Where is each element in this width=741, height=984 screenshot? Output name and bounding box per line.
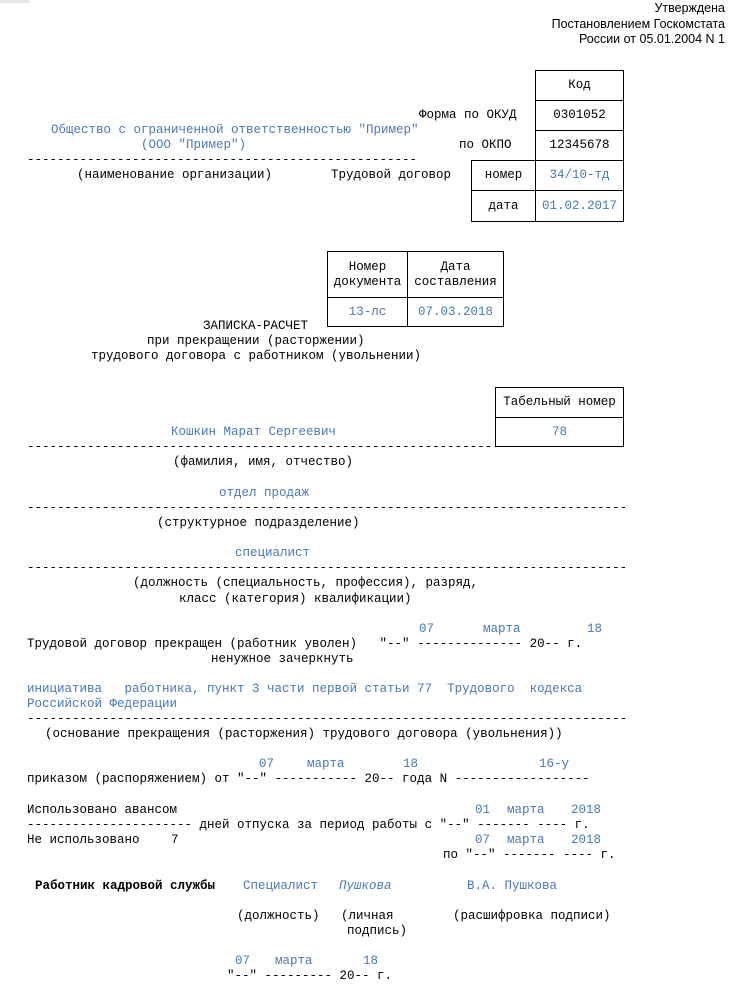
employee-name: Кошкин Марат Сергеевич [171,425,337,439]
vacation-used-line: ---------------------- дней отпуска за период работы с "--" ------- ---- г. [27,818,590,832]
termination-year: 18 [587,622,603,636]
position-dash: -------------------------------------------------------------------------------- [27,561,628,575]
vacation-used-month: марта [507,803,545,817]
doc-date-header-cell: Дата составления [407,251,504,298]
termination-month: марта [483,622,521,636]
department-caption: (структурное подразделение) [157,516,360,530]
caption-signature-2: подпись) [347,924,408,938]
document-title: ЗАПИСКА-РАСЧЕТ [203,319,309,333]
vacation-unused-days: 7 [171,833,179,847]
doc-number-header-cell: Номер документа [327,251,408,298]
order-day: 07 [259,757,275,771]
okpo-value-cell: 12345678 [535,130,624,161]
doc-date-value-cell: 07.03.2018 [407,297,504,327]
order-line: приказом (распоряжением) от "--" ----------- 20-- года N ------------------ [27,772,590,786]
vacation-unused-line: по "--" ------- ---- г. [443,848,616,862]
vacation-unused-label: Не использовано [27,833,140,847]
order-year: 18 [403,757,419,771]
termination-day: 07 [419,622,435,636]
caption-signature-1: (личная [341,909,394,923]
vacation-unused-day: 07 [475,833,491,847]
vacation-unused-month: марта [507,833,545,847]
signature-year: 18 [363,954,379,968]
termination-basis-dash: -------------------------------------------------------------------------------- [27,712,628,726]
organization-name-line-1: Общество с ограниченной ответственностью "Пример" [51,123,419,137]
vacation-used-label: Использовано авансом [27,803,178,817]
organization-caption: (наименование организации) [77,168,273,182]
code-header-cell: Код [535,70,624,101]
contract-label: Трудовой договор [331,168,452,182]
vacation-used-day: 01 [475,803,491,817]
contract-date-label-cell: дата [471,190,536,222]
signature-date-line: "--" --------- 20-- г. [227,969,393,983]
caption-position: (должность) [237,909,320,923]
position-value: специалист [235,546,311,560]
position-caption-2: класс (категория) квалификации) [179,592,412,606]
employee-name-caption: (фамилия, имя, отчество) [173,455,354,469]
employee-name-dash: -------------------------------------------------------------- [27,440,493,454]
tab-number-header-cell: Табельный номер [495,387,624,418]
document-subtitle-2: трудового договора с работником (увольнении) [91,349,422,363]
contract-number-value-cell: 34/10-тд [535,160,624,191]
termination-strike-note: ненужное зачеркнуть [211,652,354,666]
organization-dash-line: ---------------------------------------------------- [27,153,418,167]
hr-worker-signature: Пушкова [339,879,392,893]
order-number: 16-у [539,757,570,771]
termination-basis-line-2: Российской Федерации [27,697,178,711]
termination-basis-line-1: инициатива работника, пункт 3 части первой статьи 77 Трудового кодекса [27,682,583,696]
approval-line-1: Утверждена [654,1,725,15]
contract-number-label-cell: номер [471,160,536,191]
signature-month: марта [275,954,313,968]
vacation-used-year: 2018 [571,803,602,817]
vacation-unused-year: 2018 [571,833,602,847]
department-value: отдел продаж [219,486,310,500]
doc-number-value-cell: 13-лс [327,297,408,327]
hr-worker-label: Работник кадровой службы [35,879,216,893]
organization-name-line-2: (ООО "Пример") [141,138,247,152]
approval-line-2: Постановлением Госкомстата [551,17,725,31]
okpo-label: по ОКПО [459,138,512,152]
caption-decoded: (расшифровка подписи) [453,909,611,923]
position-caption-1: (должность (специальность, профессия), разряд, [133,576,479,590]
approval-line-3: России от 05.01.2004 N 1 [578,32,725,46]
tab-number-value-cell: 78 [495,417,624,447]
signature-day: 07 [235,954,251,968]
order-month: марта [307,757,345,771]
hr-worker-decoded-name: В.А. Пушкова [467,879,558,893]
termination-line: Трудовой договор прекращен (работник уволен) "--" -------------- 20-- г. [27,637,583,651]
document-subtitle-1: при прекращении (расторжении) [147,334,365,348]
okud-value-cell: 0301052 [535,100,624,131]
okud-label: Форма по ОКУД [419,108,517,122]
termination-basis-caption: (основание прекращения (расторжения) трудового договора (увольнения)) [45,727,563,741]
hr-worker-position: Специалист [243,879,319,893]
contract-date-value-cell: 01.02.2017 [535,190,624,222]
top-edge-mark [0,0,30,3]
department-dash: -------------------------------------------------------------------------------- [27,501,628,515]
